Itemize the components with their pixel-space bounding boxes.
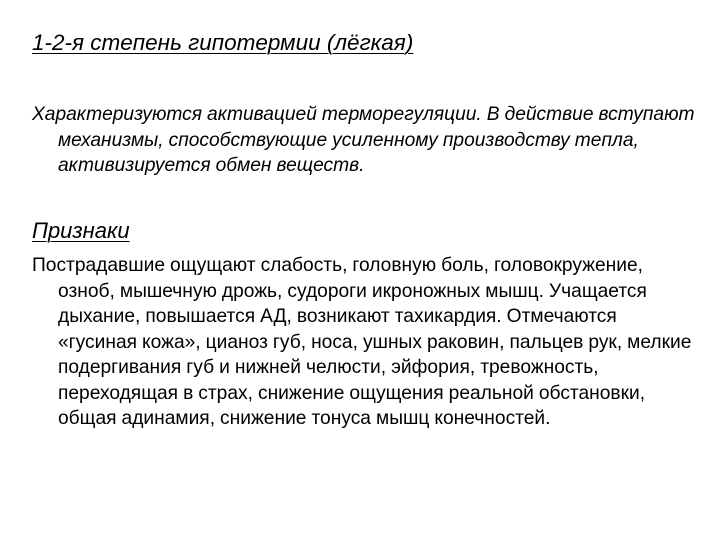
slide-title: 1-2-я степень гипотермии (лёгкая): [32, 30, 414, 55]
signs-paragraph: Пострадавшие ощущают слабость, головную боль, головокружение, озноб, мышечную дрожь, судороги икроножных мышц. Учащается дыхание, повышается АД, возникают тахикардия. Отмечаются «гусиная кожа», цианоз губ, носа, ушных раковин, пальцев рук, мелкие подергивания губ и нижней челюсти, эйфория, тревожность, переходящая в страх, снижение ощущения реальной обстановки, общая адинамия, снижение тонуса мышц конечностей.: [32, 255, 692, 429]
intro-paragraph: Характеризуются активацией терморегуляции. В действие вступают механизмы, способствующие усиленному производству тепла, активизируется обмен веществ.: [32, 104, 695, 176]
section-heading-signs: Признаки: [32, 218, 130, 243]
